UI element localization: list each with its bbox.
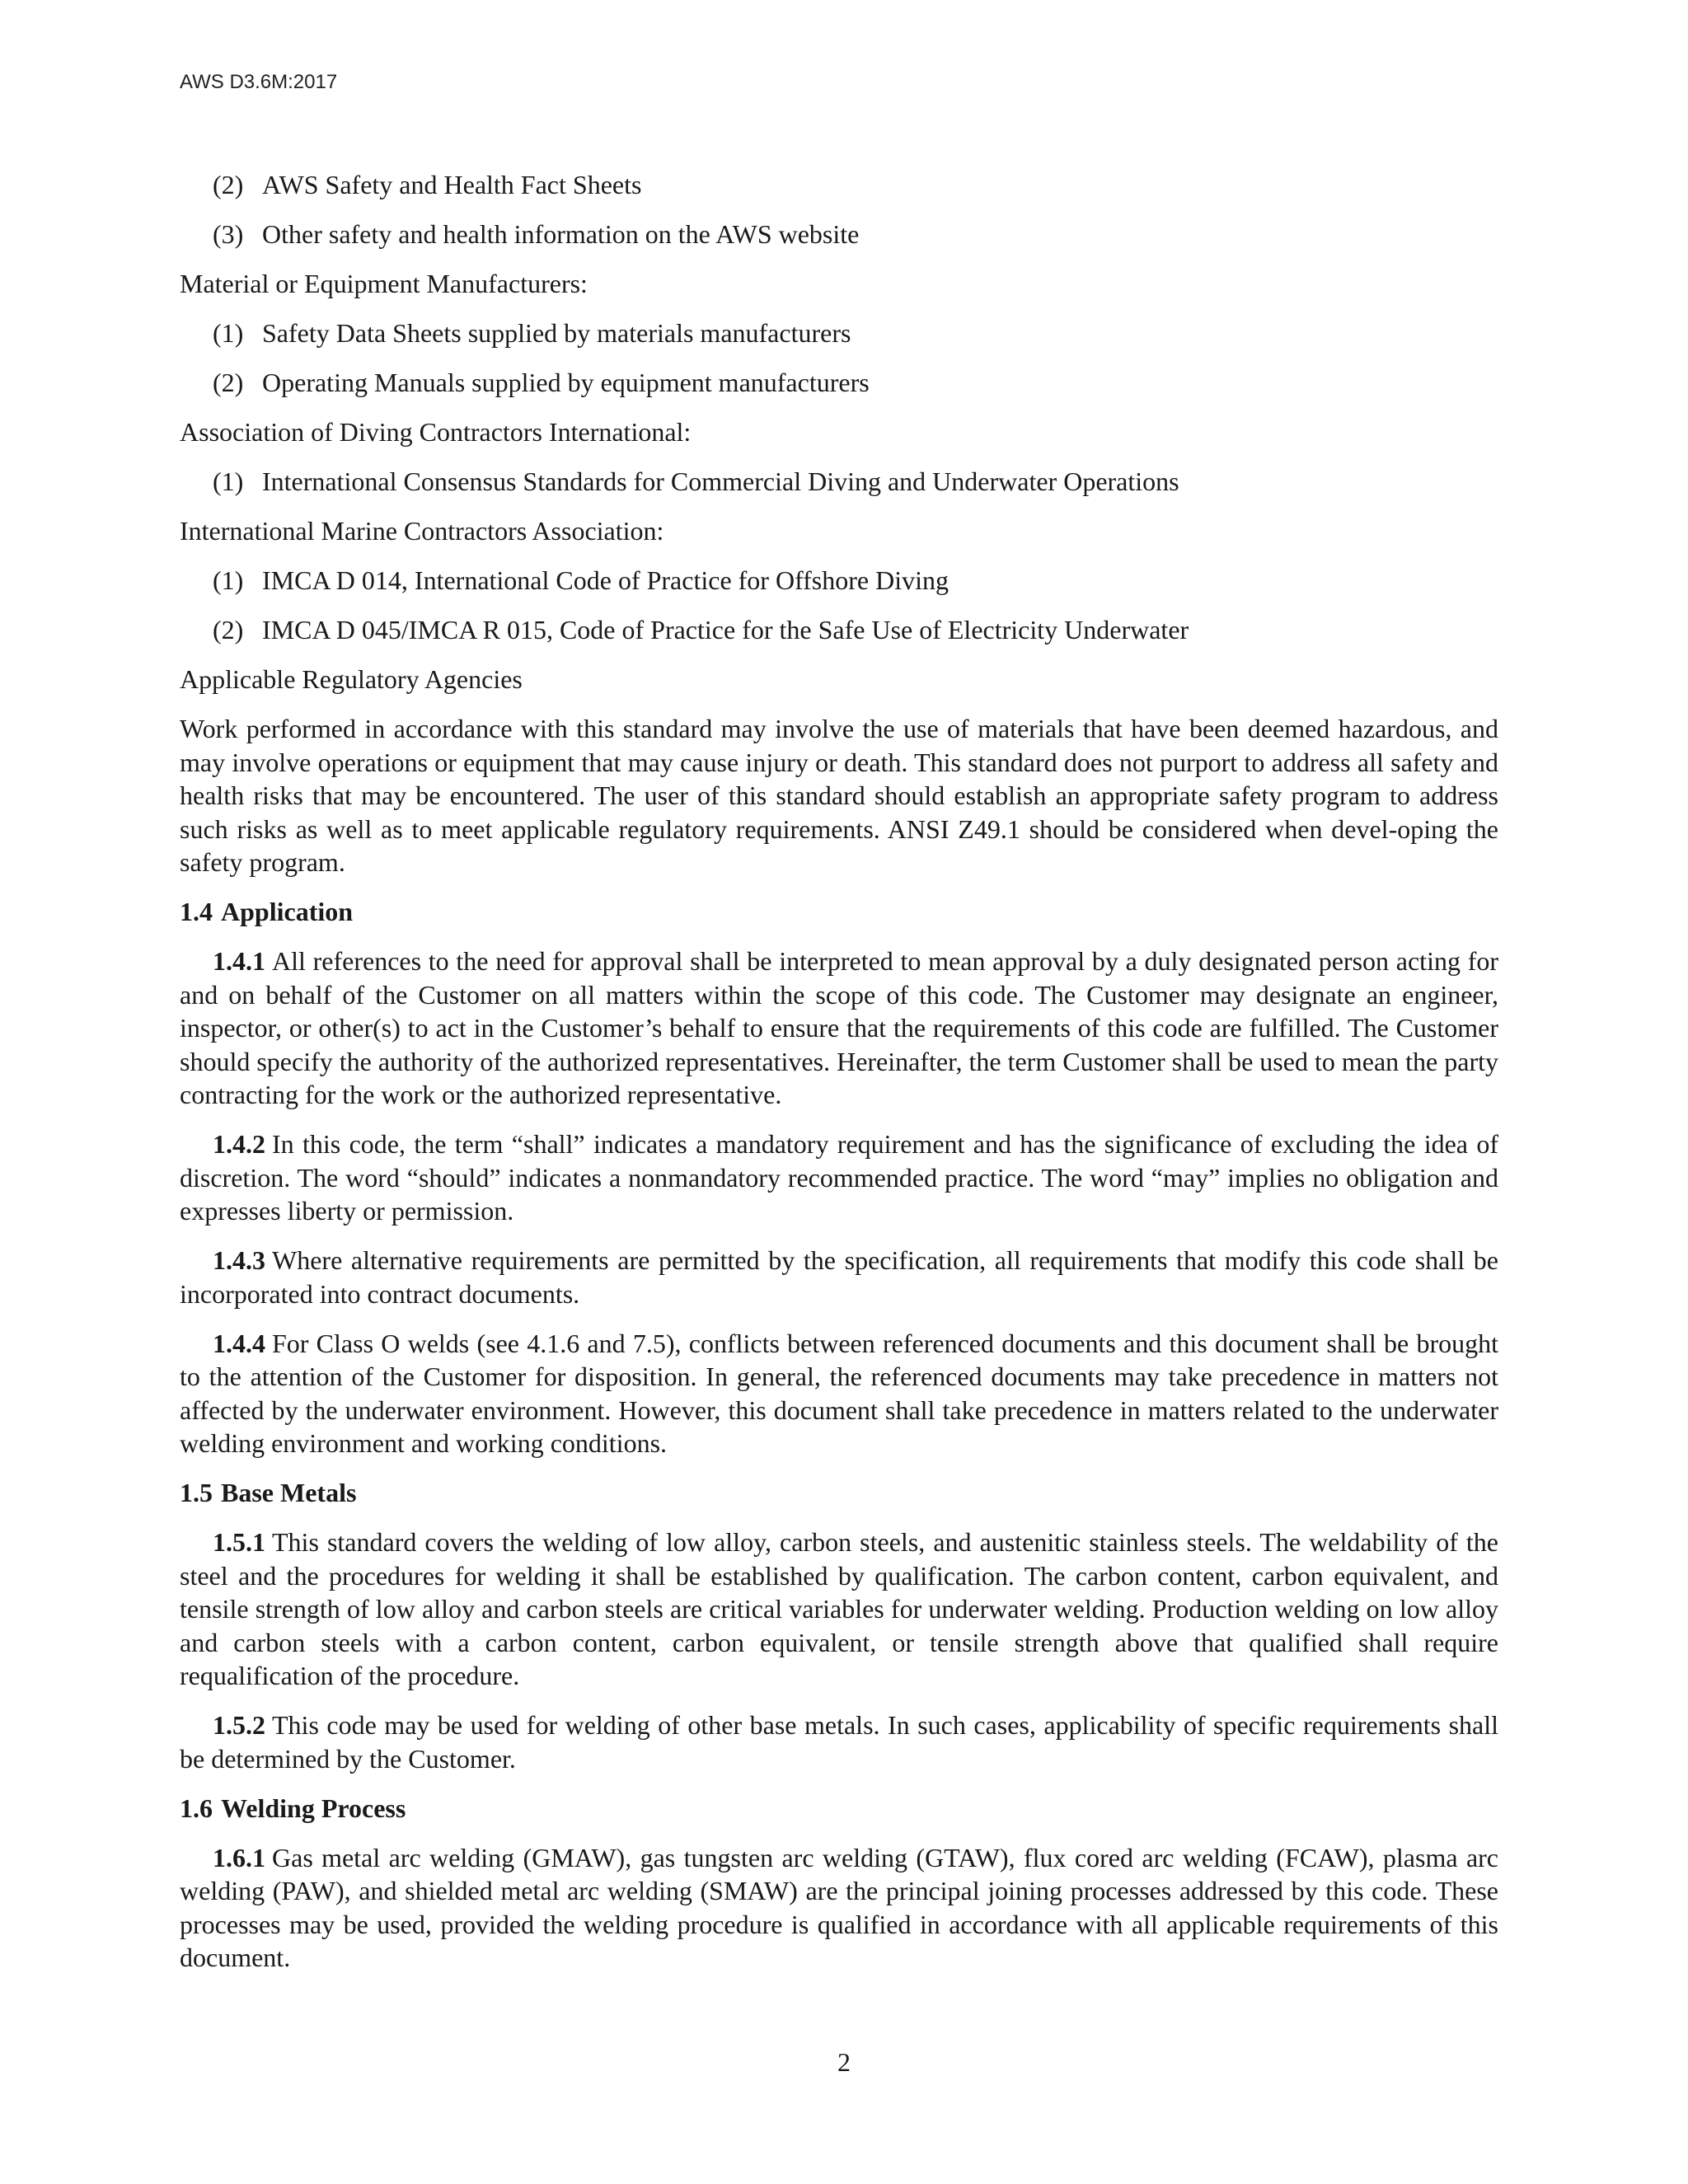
list-item-number: (2) <box>213 368 244 397</box>
section-heading-1-6 <box>180 1792 1498 1825</box>
list-item-number: (1) <box>213 565 244 595</box>
clause-number: 1.4.4 <box>213 1328 265 1358</box>
list-item-number: (3) <box>213 219 244 249</box>
section-title: Base Metals <box>221 1478 357 1507</box>
paragraph-1-4-2 <box>180 1127 1498 1228</box>
page-number: 2 <box>837 2047 851 2077</box>
paragraph-1-5-2 <box>180 1708 1498 1775</box>
page-body <box>180 168 1498 1990</box>
clause-text: This code may be used for welding of other base metals. In such cases, applicability of specific requirements shall be determined by the Customer. <box>180 1710 1498 1774</box>
list-item-number: (2) <box>213 615 244 644</box>
paragraph-1-4-1 <box>180 944 1498 1112</box>
list-item-text: AWS Safety and Health Fact Sheets <box>262 170 642 199</box>
running-header: AWS D3.6M:2017 <box>180 71 338 93</box>
list-item <box>180 613 1498 647</box>
section-heading-1-4 <box>180 895 1498 929</box>
list-heading-adci: Association of Diving Contractors International: <box>180 417 692 447</box>
list-heading-manufacturers: Material or Equipment Manufacturers: <box>180 269 588 298</box>
section-number: 1.5 <box>180 1478 213 1507</box>
list-item <box>180 366 1498 400</box>
clause-number: 1.4.3 <box>213 1245 265 1275</box>
clause-text: All references to the need for approval shall be interpreted to mean approval by a duly designated person acting for and on behalf of the Customer on all matters within the scope of this code. The Customer may designate an engineer, inspector, or other(s) to act in the Customer’s behalf to ensure that the requirements of this code are fulfilled. The Customer should specify the authority of the authorized representatives. Hereinafter, the term Customer shall be used to mean the party contracting for the work or the authorized representative. <box>180 946 1498 1109</box>
list-heading-regulatory: Applicable Regulatory Agencies <box>180 664 523 694</box>
clause-text: This standard covers the welding of low alloy, carbon steels, and austenitic stainless steels. The weldability of the steel and the procedures for welding it shall be established by qualification. The carbon content, carbon equivalent, and tensile strength of low alloy and carbon steels are critical variables for underwater welding. Production welding on low alloy and carbon steels with a carbon content, carbon equivalent, or tensile strength above that qualified shall require requalification of the procedure. <box>180 1527 1498 1690</box>
list-item-number: (2) <box>213 170 244 199</box>
clause-number: 1.4.1 <box>213 946 265 976</box>
list-item-text: International Consensus Standards for Commercial Diving and Underwater Operations <box>262 466 1179 496</box>
section-number: 1.4 <box>180 897 213 926</box>
list-item-text: Other safety and health information on the AWS website <box>262 219 860 249</box>
list-item <box>180 465 1498 499</box>
clause-number: 1.6.1 <box>213 1842 265 1872</box>
clause-text: Where alternative requirements are permitted by the specification, all requirements that modify this code shall be incorporated into contract documents. <box>180 1245 1498 1309</box>
clause-number: 1.4.2 <box>213 1129 265 1159</box>
clause-text: In this code, the term “shall” indicates a mandatory requirement and has the significance of excluding the idea of discretion. The word “should” indicates a nonmandatory recommended practice. The word “may” implies no obligation and expresses liberty or permission. <box>180 1129 1498 1226</box>
section-title: Application <box>221 897 354 926</box>
paragraph-1-5-1 <box>180 1526 1498 1693</box>
list-item-text: Operating Manuals supplied by equipment manufacturers <box>262 368 870 397</box>
section-heading-1-5 <box>180 1476 1498 1510</box>
list-item <box>180 168 1498 202</box>
list-item-number: (1) <box>213 466 244 496</box>
regulatory-paragraph: Work performed in accordance with this standard may involve the use of materials that have been deemed hazardous, and may involve operations or equipment that may cause injury or death. This standard does not purport to address all safety and health risks that may be encountered. The user of this standard should establish an appropriate safety program to address such risks as well as to meet applicable regulatory requirements. ANSI Z49.1 should be considered when devel-oping the safety program. <box>180 714 1498 877</box>
section-title: Welding Process <box>221 1793 406 1823</box>
list-item <box>180 218 1498 251</box>
paragraph-1-4-4 <box>180 1327 1498 1460</box>
paragraph-1-6-1 <box>180 1841 1498 1975</box>
clause-number: 1.5.2 <box>213 1710 265 1740</box>
list-item-text: IMCA D 014, International Code of Practice for Offshore Diving <box>262 565 949 595</box>
list-item-text: IMCA D 045/IMCA R 015, Code of Practice for the Safe Use of Electricity Underwater <box>262 615 1189 644</box>
list-item-number: (1) <box>213 318 244 348</box>
clause-text: For Class O welds (see 4.1.6 and 7.5), conflicts between referenced documents and this document shall be brought to the attention of the Customer for disposition. In general, the referenced documents may take precedence in matters not affected by the underwater environment. However, this document shall take precedence in matters related to the underwater welding environment and working conditions. <box>180 1328 1498 1458</box>
section-number: 1.6 <box>180 1793 213 1823</box>
list-heading-imca: International Marine Contractors Association: <box>180 516 664 546</box>
list-item <box>180 564 1498 598</box>
list-item-text: Safety Data Sheets supplied by materials manufacturers <box>262 318 851 348</box>
clause-text: Gas metal arc welding (GMAW), gas tungsten arc welding (GTAW), flux cored arc welding (FCAW), plasma arc welding (PAW), and shielded metal arc welding (SMAW) are the principal joining processes addressed by this code. These processes may be used, provided the welding procedure is qualified in accordance with all applicable requirements of this document. <box>180 1842 1498 1972</box>
clause-number: 1.5.1 <box>213 1527 265 1557</box>
list-item <box>180 316 1498 350</box>
paragraph-1-4-3 <box>180 1244 1498 1310</box>
